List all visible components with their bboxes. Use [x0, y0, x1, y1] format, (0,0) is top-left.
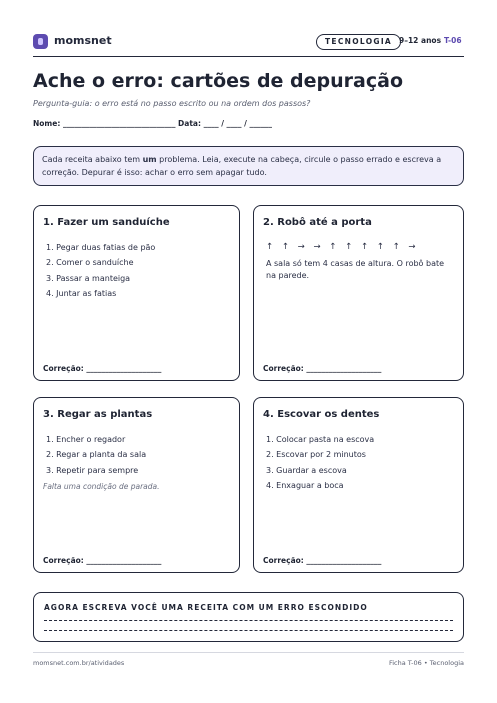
guiding-question: Pergunta-guia: o erro está no passo escrito ou na ordem dos passos?: [33, 99, 311, 108]
instructions-text-end: problema. Leia, execute na cabeça, circule o passo errado e escreva a correção. Depurar é isso: achar o erro sem apagar tudo.: [42, 155, 442, 177]
correction-line: Correção: ____________________: [43, 364, 162, 373]
footer-sheet-label: Ficha T-06 • Tecnologia: [388, 659, 464, 667]
step-item: 2. Escovar por 2 minutos: [266, 450, 366, 460]
step-item: 2. Comer o sanduíche: [46, 258, 134, 268]
write-your-own-label: AGORA ESCREVA VOCÊ UMA RECEITA COM UM ERRO ESCONDIDO: [44, 603, 368, 612]
momsnet-logo-icon: [33, 34, 48, 49]
card-note: A sala só tem 4 casas de altura. O robô bate na parede.: [266, 259, 445, 280]
subject-tag: TECNOLOGIA: [316, 34, 401, 50]
card-teeth: [253, 397, 464, 573]
correction-line: Correção: ____________________: [263, 556, 382, 565]
write-your-own-box: [33, 592, 464, 642]
step-item: 3. Passar a manteiga: [46, 273, 131, 283]
correction-line: Correção: ____________________: [43, 556, 162, 565]
writing-line: [44, 630, 453, 631]
step-list: [266, 432, 374, 493]
sheet-code: T-06: [444, 36, 462, 45]
card-robot: [253, 205, 464, 381]
step-item: 1. Pegar duas fatias de pão: [46, 243, 156, 252]
instructions-box: [33, 146, 464, 186]
footer-url: momsnet.com.br/atividades: [33, 659, 125, 667]
step-item: 4. Juntar as fatias: [46, 288, 117, 298]
header-divider: [33, 56, 464, 57]
instructions-text-start: Cada receita abaixo tem: [42, 155, 143, 164]
step-list: [46, 432, 146, 478]
card-sandwich: [33, 205, 240, 381]
page-title: Ache o erro: cartões de depuração: [33, 70, 403, 92]
robot-arrow-sequence: ↑ ↑ → → ↑ ↑ ↑ ↑ ↑ →: [266, 242, 419, 252]
step-item: 4. Enxaguar a boca: [266, 480, 344, 490]
step-item: 1. Colocar pasta na escova: [266, 435, 375, 444]
card-title: 4. Escovar os dentes: [263, 409, 380, 420]
page-header: [33, 32, 464, 52]
step-item: 3. Repetir para sempre: [46, 465, 139, 475]
age-range: 9–12 anos: [399, 36, 442, 45]
step-item: 3. Guardar a escova: [266, 465, 347, 475]
brand-name: momsnet: [54, 34, 112, 47]
footer-divider: [33, 652, 464, 653]
name-date-line: Nome: ______________________________ Data: ____ / ____ / ______: [33, 119, 273, 128]
step-item: 2. Regar a planta da sala: [46, 450, 147, 460]
step-item: 1. Encher o regador: [46, 435, 126, 444]
correction-line: Correção: ____________________: [263, 364, 382, 373]
card-title: 1. Fazer um sanduíche: [43, 217, 170, 228]
step-list: [46, 240, 155, 301]
card-hint: Falta uma condição de parada.: [43, 482, 160, 491]
card-title: 2. Robô até a porta: [263, 217, 372, 228]
instructions-emphasis: um: [142, 155, 157, 164]
card-plants: [33, 397, 240, 573]
writing-line: [44, 620, 453, 621]
card-title: 3. Regar as plantas: [43, 409, 153, 420]
